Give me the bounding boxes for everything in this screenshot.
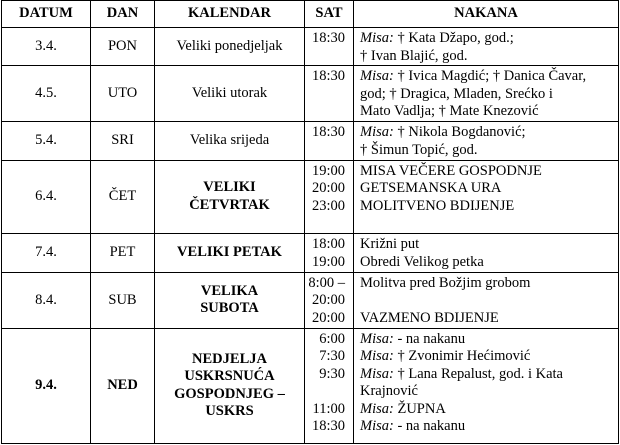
nakana-line (360, 331, 615, 349)
nakana-text: Križni put (360, 236, 420, 253)
nakana-line (360, 366, 615, 384)
cell-kalendar (155, 160, 305, 234)
sat-time: 18:30 (311, 418, 345, 435)
cell-datum: 8.4. (2, 272, 91, 328)
cell-sat (305, 66, 354, 122)
cell-kalendar (155, 66, 305, 122)
nakana-line (360, 48, 615, 66)
misa-label: Misa: (360, 400, 394, 417)
nakana-text: † Šimun Topić, god. (360, 141, 478, 158)
nakana-text: VAZMENO BDIJENJE (360, 309, 499, 326)
misa-label: Misa: (360, 418, 394, 435)
nakana-text: † Ivan Blajić, god. (360, 47, 468, 64)
sat-time: 20:00 (311, 309, 345, 326)
sat-time: 6:00 (319, 330, 345, 347)
cell-dan: NED (91, 328, 155, 443)
cell-nakana (354, 160, 619, 234)
nakana-line (360, 124, 615, 142)
nakana-text: Molitva pred Božjim grobom (360, 274, 531, 291)
nakana-text: † Nikola Bogdanović; (393, 124, 526, 141)
cell-sat (305, 160, 354, 234)
kalendar-line: VELIKA (200, 282, 259, 299)
kalendar-line: USKRSNUĆA (184, 368, 275, 385)
sat-time: 18:30 (311, 30, 345, 46)
cell-dan: UTO (91, 66, 155, 122)
header-datum: DATUM (2, 1, 91, 28)
nakana-text: Krajnović (360, 383, 418, 400)
nakana-line (360, 30, 615, 48)
sat-time: 19:00 (311, 162, 345, 179)
nakana-text: god; † Dragica, Mladen, Srećko i (360, 85, 553, 102)
cell-kalendar (155, 272, 305, 328)
table-row (2, 122, 619, 160)
kalendar-line: VELIKI (203, 179, 256, 196)
nakana-line (360, 103, 615, 121)
cell-sat (305, 122, 354, 160)
cell-dan: SUB (91, 272, 155, 328)
nakana-line (360, 163, 615, 181)
cell-dan: PON (91, 28, 155, 66)
nakana-text: † Ivica Magdić; † Danica Čavar, (393, 68, 587, 85)
nakana-line (360, 68, 615, 86)
misa-label: Misa: (360, 330, 394, 347)
sat-time: 18:30 (311, 124, 345, 141)
kalendar-line: ČETVRTAK (189, 196, 270, 213)
misa-label: Misa: (360, 68, 394, 85)
cell-nakana (354, 272, 619, 328)
cell-sat (305, 328, 354, 443)
table-row (2, 328, 619, 443)
cell-datum: 4.5. (2, 66, 91, 122)
nakana-text: GETSEMANSKA URA (360, 180, 502, 197)
cell-dan: ČET (91, 160, 155, 234)
kalendar-line: USKRS (205, 403, 254, 420)
sat-time: 20:00 (311, 292, 345, 309)
kalendar-line: VELIKI PETAK (177, 244, 282, 261)
cell-datum: 3.4. (2, 28, 91, 66)
table-row (2, 234, 619, 272)
sat-time: 19:00 (311, 253, 345, 270)
sat-time: 18:00 (311, 236, 345, 253)
sat-time: 8:00 – (308, 274, 345, 291)
schedule-table (1, 0, 619, 444)
sat-time (307, 383, 345, 401)
kalendar-line: Velika srijeda (189, 132, 270, 149)
nakana-line (360, 142, 615, 160)
cell-sat (305, 272, 354, 328)
kalendar-line: Veliki utorak (191, 85, 268, 102)
table-row (2, 66, 619, 122)
cell-kalendar (155, 122, 305, 160)
nakana-line (360, 254, 615, 272)
sat-time: 20:00 (311, 180, 345, 197)
cell-dan: PET (91, 234, 155, 272)
cell-nakana (354, 28, 619, 66)
sat-time: 9:30 (319, 365, 345, 382)
cell-datum: 5.4. (2, 122, 91, 160)
cell-kalendar (155, 28, 305, 66)
misa-label: Misa: (360, 348, 394, 365)
kalendar-line: SUBOTA (200, 300, 259, 317)
nakana-text: † Lana Repalust, god. i Kata (393, 365, 563, 382)
cell-datum: 6.4. (2, 160, 91, 234)
nakana-line (360, 180, 615, 198)
table-row (2, 160, 619, 234)
nakana-line (360, 86, 615, 104)
cell-datum: 7.4. (2, 234, 91, 272)
table-row (2, 272, 619, 328)
cell-nakana (354, 122, 619, 160)
nakana-line (360, 198, 615, 216)
nakana-line (360, 401, 615, 419)
kalendar-line: Veliki ponedjeljak (176, 37, 283, 54)
misa-label: Misa: (360, 365, 394, 382)
nakana-text: ŽUPNA (393, 400, 446, 417)
misa-label: Misa: (360, 30, 394, 46)
header-row (2, 1, 619, 28)
nakana-text: Mato Vadlja; † Mate Knezović (360, 103, 539, 120)
nakana-line (360, 236, 615, 254)
header-dan: DAN (91, 1, 155, 28)
cell-sat (305, 28, 354, 66)
table-row (2, 28, 619, 66)
cell-datum: 9.4. (2, 328, 91, 443)
nakana-line (360, 383, 615, 401)
cell-kalendar (155, 234, 305, 272)
sat-time: 23:00 (311, 197, 345, 214)
sat-time: 7:30 (319, 348, 345, 365)
misa-label: Misa: (360, 124, 394, 141)
nakana-line (360, 310, 615, 328)
nakana-line (360, 348, 615, 366)
header-sat: SAT (305, 1, 354, 28)
cell-nakana (354, 66, 619, 122)
header-nakana: NAKANA (354, 1, 619, 28)
nakana-text: † Kata Džapo, god.; (393, 30, 514, 46)
header-kalendar: KALENDAR (155, 1, 305, 28)
nakana-text: - na nakanu (393, 330, 466, 347)
kalendar-line: NEDJELJA (192, 350, 267, 367)
nakana-line (360, 292, 615, 310)
sat-time: 11:00 (312, 400, 345, 417)
cell-sat (305, 234, 354, 272)
nakana-text: MISA VEČERE GOSPODNJE (360, 162, 542, 179)
cell-nakana (354, 328, 619, 443)
sat-time: 18:30 (311, 68, 345, 85)
cell-nakana (354, 234, 619, 272)
nakana-text: † Zvonimir Hećimović (393, 348, 531, 365)
cell-dan: SRI (91, 122, 155, 160)
nakana-line (360, 275, 615, 293)
cell-kalendar (155, 328, 305, 443)
nakana-text: MOLITVENO BDIJENJE (360, 197, 515, 214)
kalendar-line: GOSPODNJEG – (174, 385, 285, 402)
nakana-line (360, 418, 615, 436)
nakana-text: Obredi Velikog petka (360, 253, 484, 270)
nakana-text: - na nakanu (393, 418, 466, 435)
